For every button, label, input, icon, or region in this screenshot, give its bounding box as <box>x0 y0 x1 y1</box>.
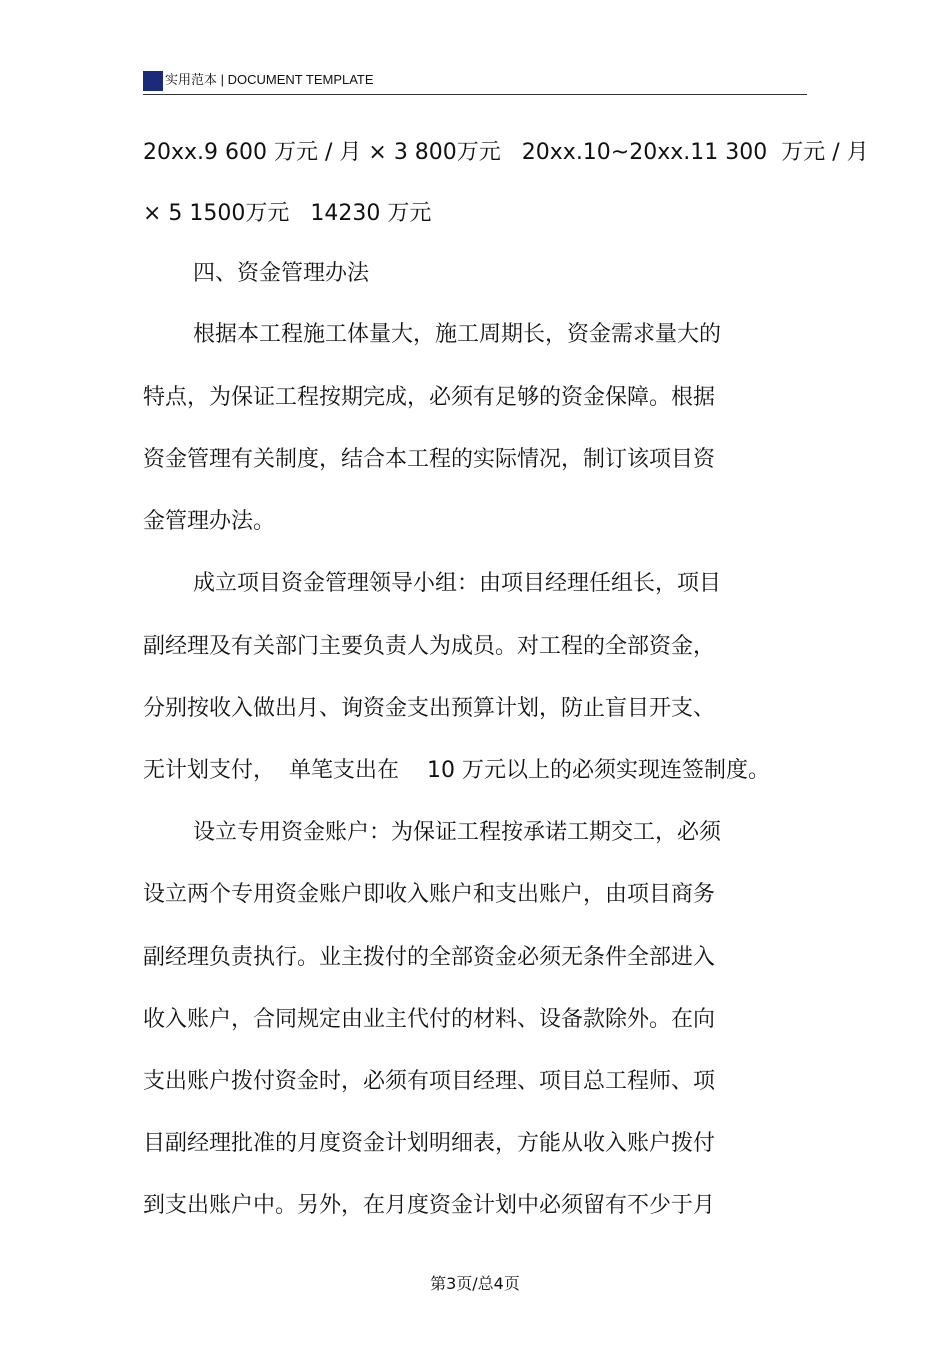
text-line-9: 副经理及有关部门主要负责人为成员。对工程的全部资金， <box>143 634 716 659</box>
header-text <box>165 71 374 90</box>
text-line-11: 无计划支付， 单笔支出在 10 万元以上的必须实现连签制度。 <box>143 758 770 783</box>
text-line-1: 20xx.9 600 万元 / 月 × 3 800万元 20xx.10~20xx.11 300 万元 / 月 <box>143 140 869 165</box>
text-line-10: 分别按收入做出月、询资金支出预算计划，防止盲目开支、 <box>143 696 716 721</box>
text-line-5: 特点，为保证工程按期完成，必须有足够的资金保障。根据 <box>143 385 716 410</box>
header-brand: 实用范本 <box>165 73 218 88</box>
section-heading: 四、资金管理办法 <box>193 261 370 286</box>
text-line-4: 根据本工程施工体量大，施工周期长，资金需求量大的 <box>193 322 722 347</box>
text-line-6: 资金管理有关制度，结合本工程的实际情况，制订该项目资 <box>143 447 716 472</box>
text-line-13: 设立两个专用资金账户即收入账户和支出账户，由项目商务 <box>143 882 716 907</box>
text-line-18: 到支出账户中。另外，在月度资金计划中必须留有不少于月 <box>143 1193 716 1218</box>
text-line-7: 金管理办法。 <box>143 509 276 534</box>
text-line-17: 目副经理批准的月度资金计划明细表，方能从收入账户拨付 <box>143 1131 716 1156</box>
text-line-8: 成立项目资金管理领导小组：由项目经理任组长，项目 <box>193 571 722 596</box>
logo-square-icon <box>143 71 163 91</box>
header-separator: | <box>217 72 228 87</box>
text-line-14: 副经理负责执行。业主拨付的全部资金必须无条件全部进入 <box>143 945 716 970</box>
page-number: 第3页/总4页 <box>430 1274 520 1293</box>
text-line-12: 设立专用资金账户：为保证工程按承诺工期交工，必须 <box>193 820 722 845</box>
text-line-16: 支出账户拨付资金时，必须有项目经理、项目总工程师、项 <box>143 1069 716 1094</box>
text-line-15: 收入账户，合同规定由业主代付的材料、设备款除外。在向 <box>143 1007 716 1032</box>
header-title: DOCUMENT TEMPLATE <box>227 72 374 87</box>
text-line-2: × 5 1500万元 14230 万元 <box>143 201 432 226</box>
document-header <box>143 68 807 95</box>
